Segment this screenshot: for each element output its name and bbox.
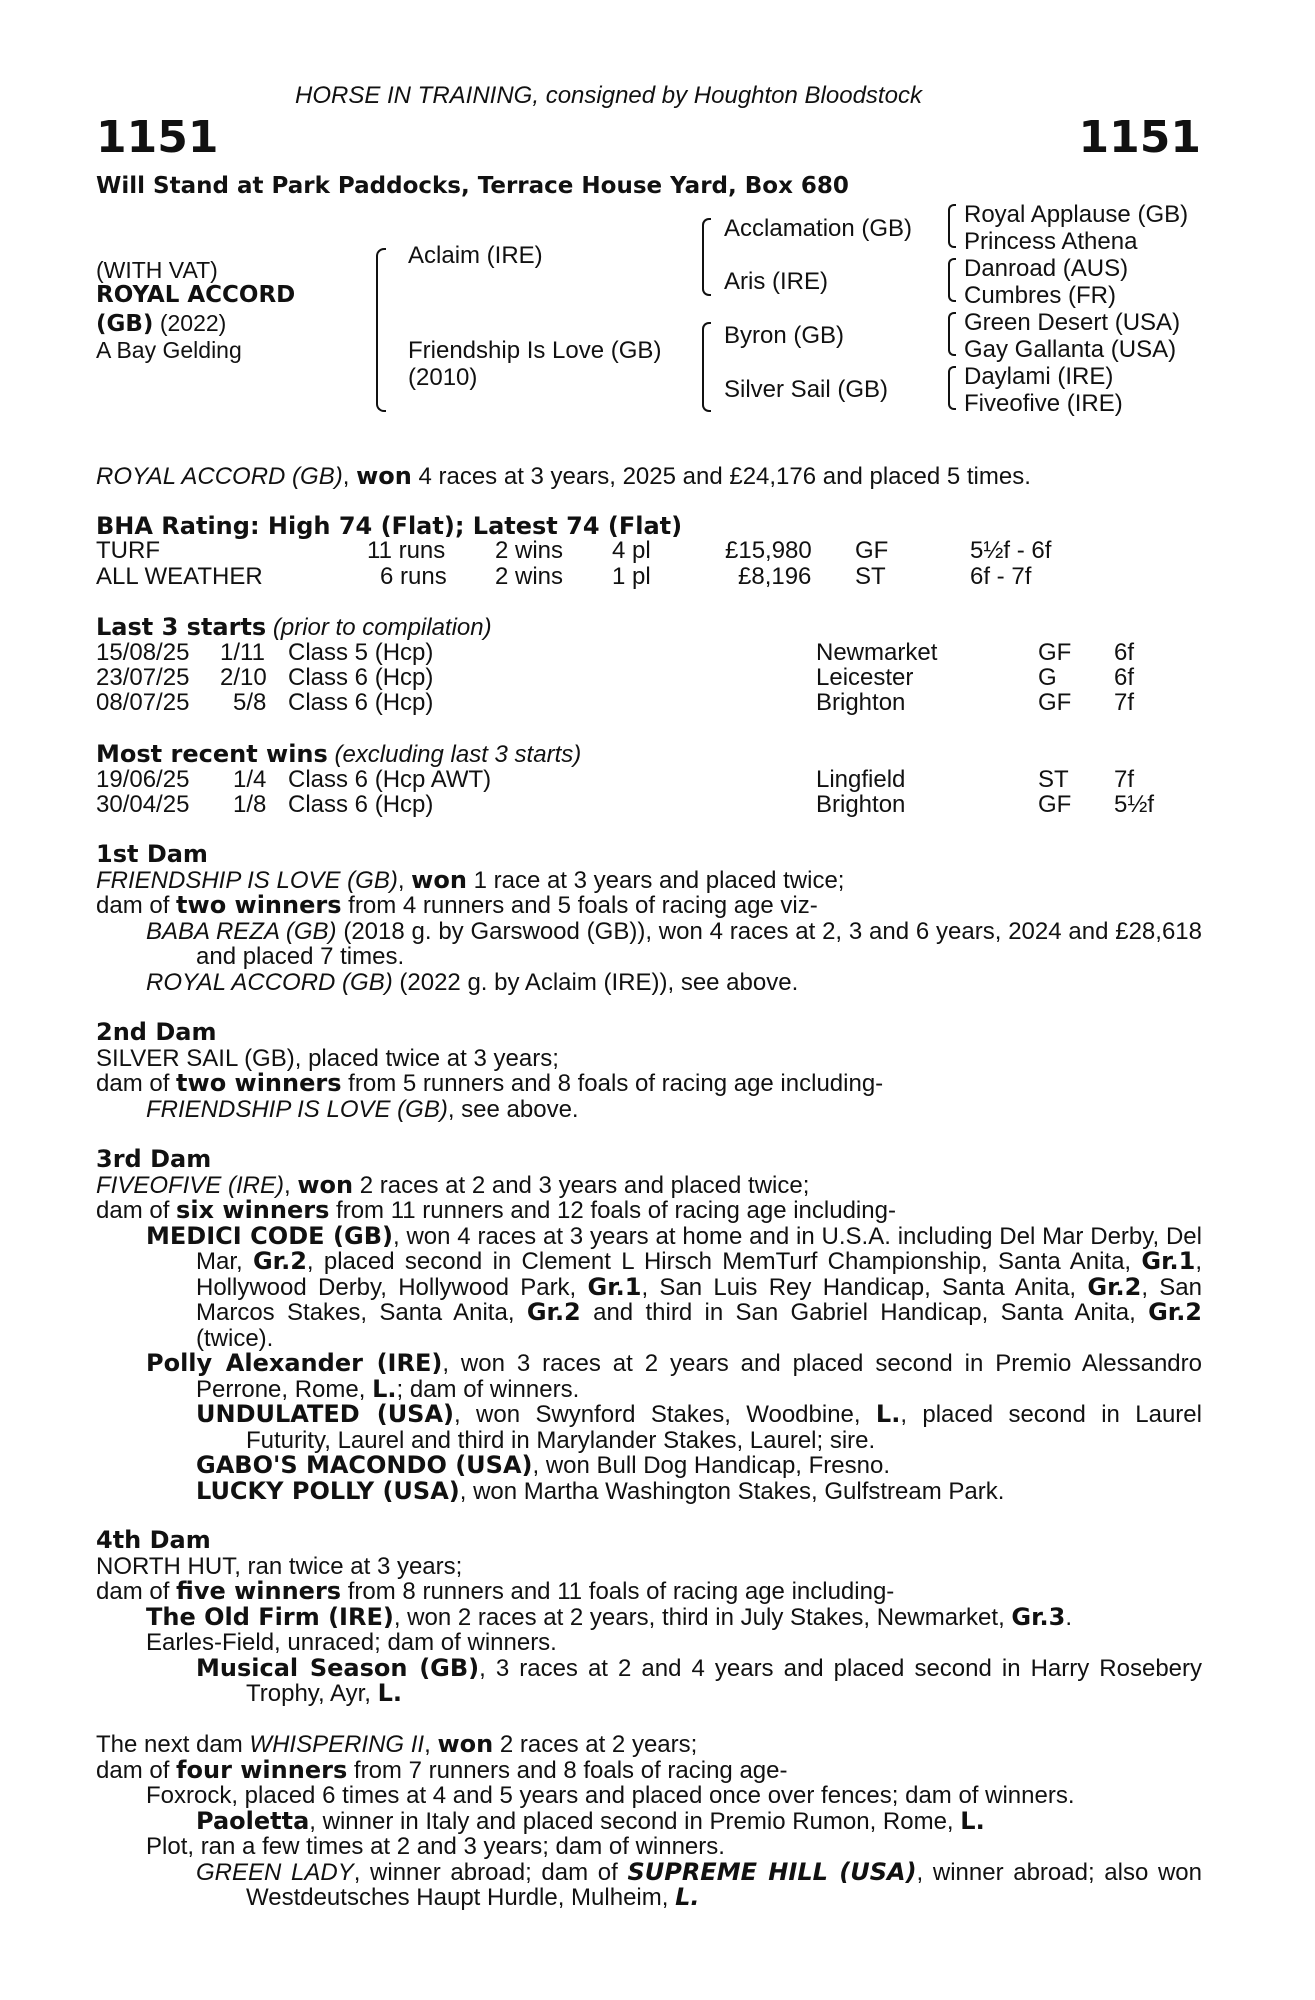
- start-course: Brighton: [816, 689, 906, 716]
- consignment-line: HORSE IN TRAINING, consigned by Houghton Bloodstock: [295, 82, 922, 109]
- produce-friendship-is-love: FRIENDSHIP IS LOVE (GB), see above.: [146, 1095, 579, 1123]
- sire: Aclaim (IRE): [408, 242, 543, 269]
- stand-location: Will Stand at Park Paddocks, Terrace House Yard, Box 680: [96, 173, 849, 199]
- start-going: GF: [1038, 689, 1072, 716]
- second-dam-record: SILVER SAIL (GB), placed twice at 3 years;: [96, 1044, 559, 1072]
- start-distance: 6f: [1114, 664, 1135, 691]
- sds: Danroad (AUS): [964, 255, 1129, 282]
- start-distance: 7f: [1114, 689, 1135, 716]
- win-course: Lingfield: [816, 766, 906, 793]
- third-dam-heading: 3rd Dam: [96, 1145, 212, 1173]
- first-dam-heading: 1st Dam: [96, 840, 208, 868]
- third-dam-record: FIVEOFIVE (IRE), won 2 races at 2 and 3 years and placed twice;: [96, 1170, 810, 1199]
- sire-sire: Acclamation (GB): [724, 215, 913, 242]
- win-distance: 5½f: [1114, 791, 1155, 818]
- rating-distance: 6f - 7f: [970, 563, 1032, 590]
- pedigree-brace-g3-3: [948, 312, 956, 356]
- rating-surface: ALL WEATHER: [96, 563, 263, 590]
- rating-placed: 4 pl: [612, 537, 651, 564]
- pedigree-brace-sire: [702, 218, 711, 296]
- win-class: Class 6 (Hcp): [288, 791, 434, 818]
- start-date: 23/07/25: [96, 664, 190, 691]
- ddd: Fiveofive (IRE): [964, 390, 1123, 417]
- first-dam-produce: dam of two winners from 4 runners and 5 foals of racing age viz-: [96, 891, 818, 919]
- start-position: 2/10: [220, 664, 267, 691]
- dam-dam: Silver Sail (GB): [724, 376, 889, 403]
- grandproduce-musical-season: Musical Season (GB), 3 races at 2 and 4 years and placed second in Harry Rosebery Trophy, Ayr, L.: [196, 1653, 1203, 1707]
- win-date: 19/06/25: [96, 766, 190, 793]
- first-dam-record: FRIENDSHIP IS LOVE (GB), won 1 race at 3 years and placed twice;: [96, 865, 845, 894]
- start-going: G: [1038, 664, 1057, 691]
- grandproduce-paoletta: Paoletta, winner in Italy and placed second in Premio Rumon, Rome, L.: [196, 1806, 985, 1835]
- start-position: 5/8: [233, 689, 267, 716]
- rating-placed: 1 pl: [612, 563, 651, 590]
- fourth-dam-produce: dam of five winners from 8 runners and 11 foals of racing age including-: [96, 1577, 895, 1605]
- win-date: 30/04/25: [96, 791, 190, 818]
- recent-heading: Most recent wins (excluding last 3 starts): [96, 740, 582, 768]
- sire-dam: Aris (IRE): [724, 268, 828, 295]
- second-dam-heading: 2nd Dam: [96, 1018, 217, 1046]
- start-position: 1/11: [220, 639, 265, 666]
- produce-medici-code: MEDICI CODE (GB), won 4 races at 3 years at home and in U.S.A. including Del Mar Derby, Del Mar, Gr.2, placed second in Clement L Hirsch MemTurf Championship, Santa Anita, Gr.1, Hollywood Derby, Hollywood Park, Gr.1, San Luis Rey Handicap, Santa Anita, Gr.2, San Marcos Stakes, Santa Anita, Gr.2 and third in San Gabriel Handicap, Santa Anita, Gr.2 (twice).: [146, 1221, 1203, 1352]
- produce-royal-accord: ROYAL ACCORD (GB) (2022 g. by Aclaim (IRE)), see above.: [146, 968, 799, 996]
- rating-heading: BHA Rating: High 74 (Flat); Latest 74 (Flat): [96, 512, 683, 540]
- rating-prize: £8,196: [738, 563, 812, 590]
- rating-runs: 6 runs: [380, 563, 447, 590]
- pedigree-brace-gen1: [376, 248, 386, 412]
- third-dam-section: [96, 1147, 1202, 1504]
- fourth-dam-heading: 4th Dam: [96, 1526, 211, 1554]
- win-course: Brighton: [816, 791, 906, 818]
- dam: Friendship Is Love (GB): [408, 337, 662, 364]
- pedigree-brace-g3-2: [948, 258, 956, 302]
- rating-going: ST: [855, 563, 886, 590]
- dsd: Gay Gallanta (USA): [964, 336, 1177, 363]
- rating-prize: £15,980: [725, 537, 812, 564]
- rating-wins: 2 wins: [495, 537, 564, 564]
- rating-distance: 5½f - 6f: [970, 537, 1052, 564]
- win-going: GF: [1038, 791, 1072, 818]
- start-date: 08/07/25: [96, 689, 190, 716]
- start-course: Newmarket: [816, 639, 938, 666]
- produce-baba-reza: BABA REZA (GB) (2018 g. by Garswood (GB)), won 4 races at 2, 3 and 6 years, 2024 and £28,618 and placed 7 times.: [146, 917, 1202, 970]
- next-dam-produce: dam of four winners from 7 runners and 8 foals of racing age-: [96, 1755, 788, 1784]
- first-dam-section: [96, 842, 1202, 995]
- third-dam-produce: dam of six winners from 11 runners and 12 foals of racing age including-: [96, 1196, 896, 1224]
- start-class: Class 5 (Hcp): [288, 639, 434, 666]
- pedigree-brace-g3-4: [948, 366, 956, 410]
- next-dam-section: [96, 1732, 1202, 1911]
- race-summary: ROYAL ACCORD (GB), won 4 races at 3 years, 2025 and £24,176 and placed 5 times.: [96, 462, 1031, 490]
- ssd: Princess Athena: [964, 228, 1138, 255]
- start-class: Class 6 (Hcp): [288, 664, 434, 691]
- produce-earles-field: Earles-Field, unraced; dam of winners.: [146, 1629, 557, 1656]
- grandproduce-undulated: UNDULATED (USA), won Swynford Stakes, Woodbine, L., placed second in Laurel Futurity, Laurel and third in Marylander Stakes, Laurel; sire.: [196, 1400, 1202, 1454]
- dds: Daylami (IRE): [964, 363, 1114, 390]
- dam-year: (2010): [408, 364, 478, 391]
- dss: Green Desert (USA): [964, 309, 1181, 336]
- produce-plot: Plot, ran a few times at 2 and 3 years; dam of winners.: [146, 1833, 725, 1860]
- second-dam-produce: dam of two winners from 5 runners and 8 foals of racing age including-: [96, 1069, 884, 1097]
- rating-going: GF: [855, 537, 889, 564]
- start-going: GF: [1038, 639, 1072, 666]
- horse-description: A Bay Gelding: [96, 337, 242, 363]
- rating-runs: 11 runs: [367, 537, 446, 564]
- sdd: Cumbres (FR): [964, 282, 1117, 309]
- vat-note: (WITH VAT): [96, 257, 218, 283]
- rating-wins: 2 wins: [495, 563, 564, 590]
- lot-number-right: 1151: [1078, 112, 1201, 163]
- pedigree-brace-dam: [702, 322, 711, 412]
- start-distance: 6f: [1114, 639, 1135, 666]
- pedigree-brace-g3-1: [948, 204, 956, 248]
- win-distance: 7f: [1114, 766, 1135, 793]
- win-going: ST: [1038, 766, 1069, 793]
- produce-foxrock: Foxrock, placed 6 times at 4 and 5 years and placed once over fences; dam of winners.: [146, 1782, 1075, 1809]
- horse-name: ROYAL ACCORD: [96, 282, 296, 308]
- next-dam-record: The next dam WHISPERING II, won 2 races at 2 years;: [96, 1730, 698, 1758]
- last3-heading: Last 3 starts (prior to compilation): [96, 613, 492, 641]
- fourth-dam-record: NORTH HUT, ran twice at 3 years;: [96, 1552, 463, 1580]
- sss: Royal Applause (GB): [964, 201, 1189, 228]
- dam-sire: Byron (GB): [724, 322, 845, 349]
- horse-origin-year: (GB) (2022): [96, 310, 227, 337]
- start-date: 15/08/25: [96, 639, 190, 666]
- grandproduce-green-lady: GREEN LADY, winner abroad; dam of SUPREME HILL (USA), winner abroad; also won Westdeutsches Haupt Hurdle, Mulheim, L.: [196, 1857, 1202, 1911]
- fourth-dam-section: [96, 1528, 1202, 1707]
- rating-surface: TURF: [96, 537, 160, 564]
- produce-polly-alexander: Polly Alexander (IRE), won 3 races at 2 years and placed second in Premio Alessandro Perrone, Rome, L.; dam of winners.: [146, 1349, 1202, 1403]
- grandproduce-lucky-polly: LUCKY POLLY (USA), won Martha Washington Stakes, Gulfstream Park.: [196, 1476, 1005, 1505]
- second-dam-section: [96, 1020, 1202, 1122]
- produce-the-old-firm: The Old Firm (IRE), won 2 races at 2 years, third in July Stakes, Newmarket, Gr.3.: [146, 1602, 1073, 1631]
- grandproduce-gabos-macondo: GABO'S MACONDO (USA), won Bull Dog Handicap, Fresno.: [196, 1451, 890, 1479]
- lot-number-left: 1151: [96, 112, 219, 163]
- win-class: Class 6 (Hcp AWT): [288, 766, 492, 793]
- start-course: Leicester: [816, 664, 914, 691]
- start-class: Class 6 (Hcp): [288, 689, 434, 716]
- win-position: 1/8: [233, 791, 267, 818]
- win-position: 1/4: [233, 766, 267, 793]
